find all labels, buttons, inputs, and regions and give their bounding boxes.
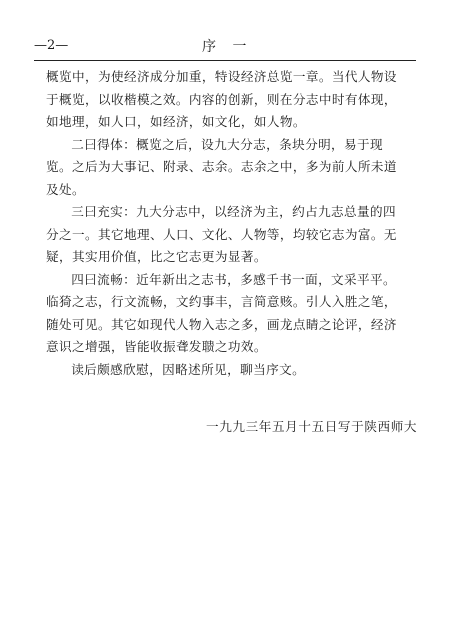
page-number: —2— [34,38,69,53]
page-header [34,36,416,58]
running-title: 序 一 [202,39,253,55]
paragraph-closing: 读后颇感欣慰，因略述所见，聊当序文。 [71,361,306,377]
paragraph-liu-chang: 四曰流畅：近年新出之志书，多感千书一面，文采平平。临猗之志，行文流畅，文约事丰，言简意赅。引人入胜之笔，随处可见。其它如现代人物入志之多，画龙点睛之论评，经济意识之增强，皆能收振聋发聩之功效。 [46,271,397,354]
date-signature: 一九九三年五月十五日写于陕西师大 [206,419,418,434]
paragraph-chong-shi: 三曰充实：九大分志中，以经济为主，约占九志总量的四分之一。其它地理、人口、文化、人物等，均较它志为富。无疑，其实用价值，比之它志更为显著。 [46,204,397,264]
body-text [46,66,408,381]
paragraph-continued: 概览中，为使经济成分加重，特设经济总览一章。当代人物设于概览，以收楷模之效。内容的创新，则在分志中时有体现，如地理，如人口，如经济，如文化，如人物。 [46,69,397,129]
paragraph-de-ti: 二曰得体：概览之后，设九大分志，条块分明，易于现览。之后为大事记、附录、志余。志余之中，多为前人所未道及处。 [46,136,397,197]
header-rule [34,60,416,61]
